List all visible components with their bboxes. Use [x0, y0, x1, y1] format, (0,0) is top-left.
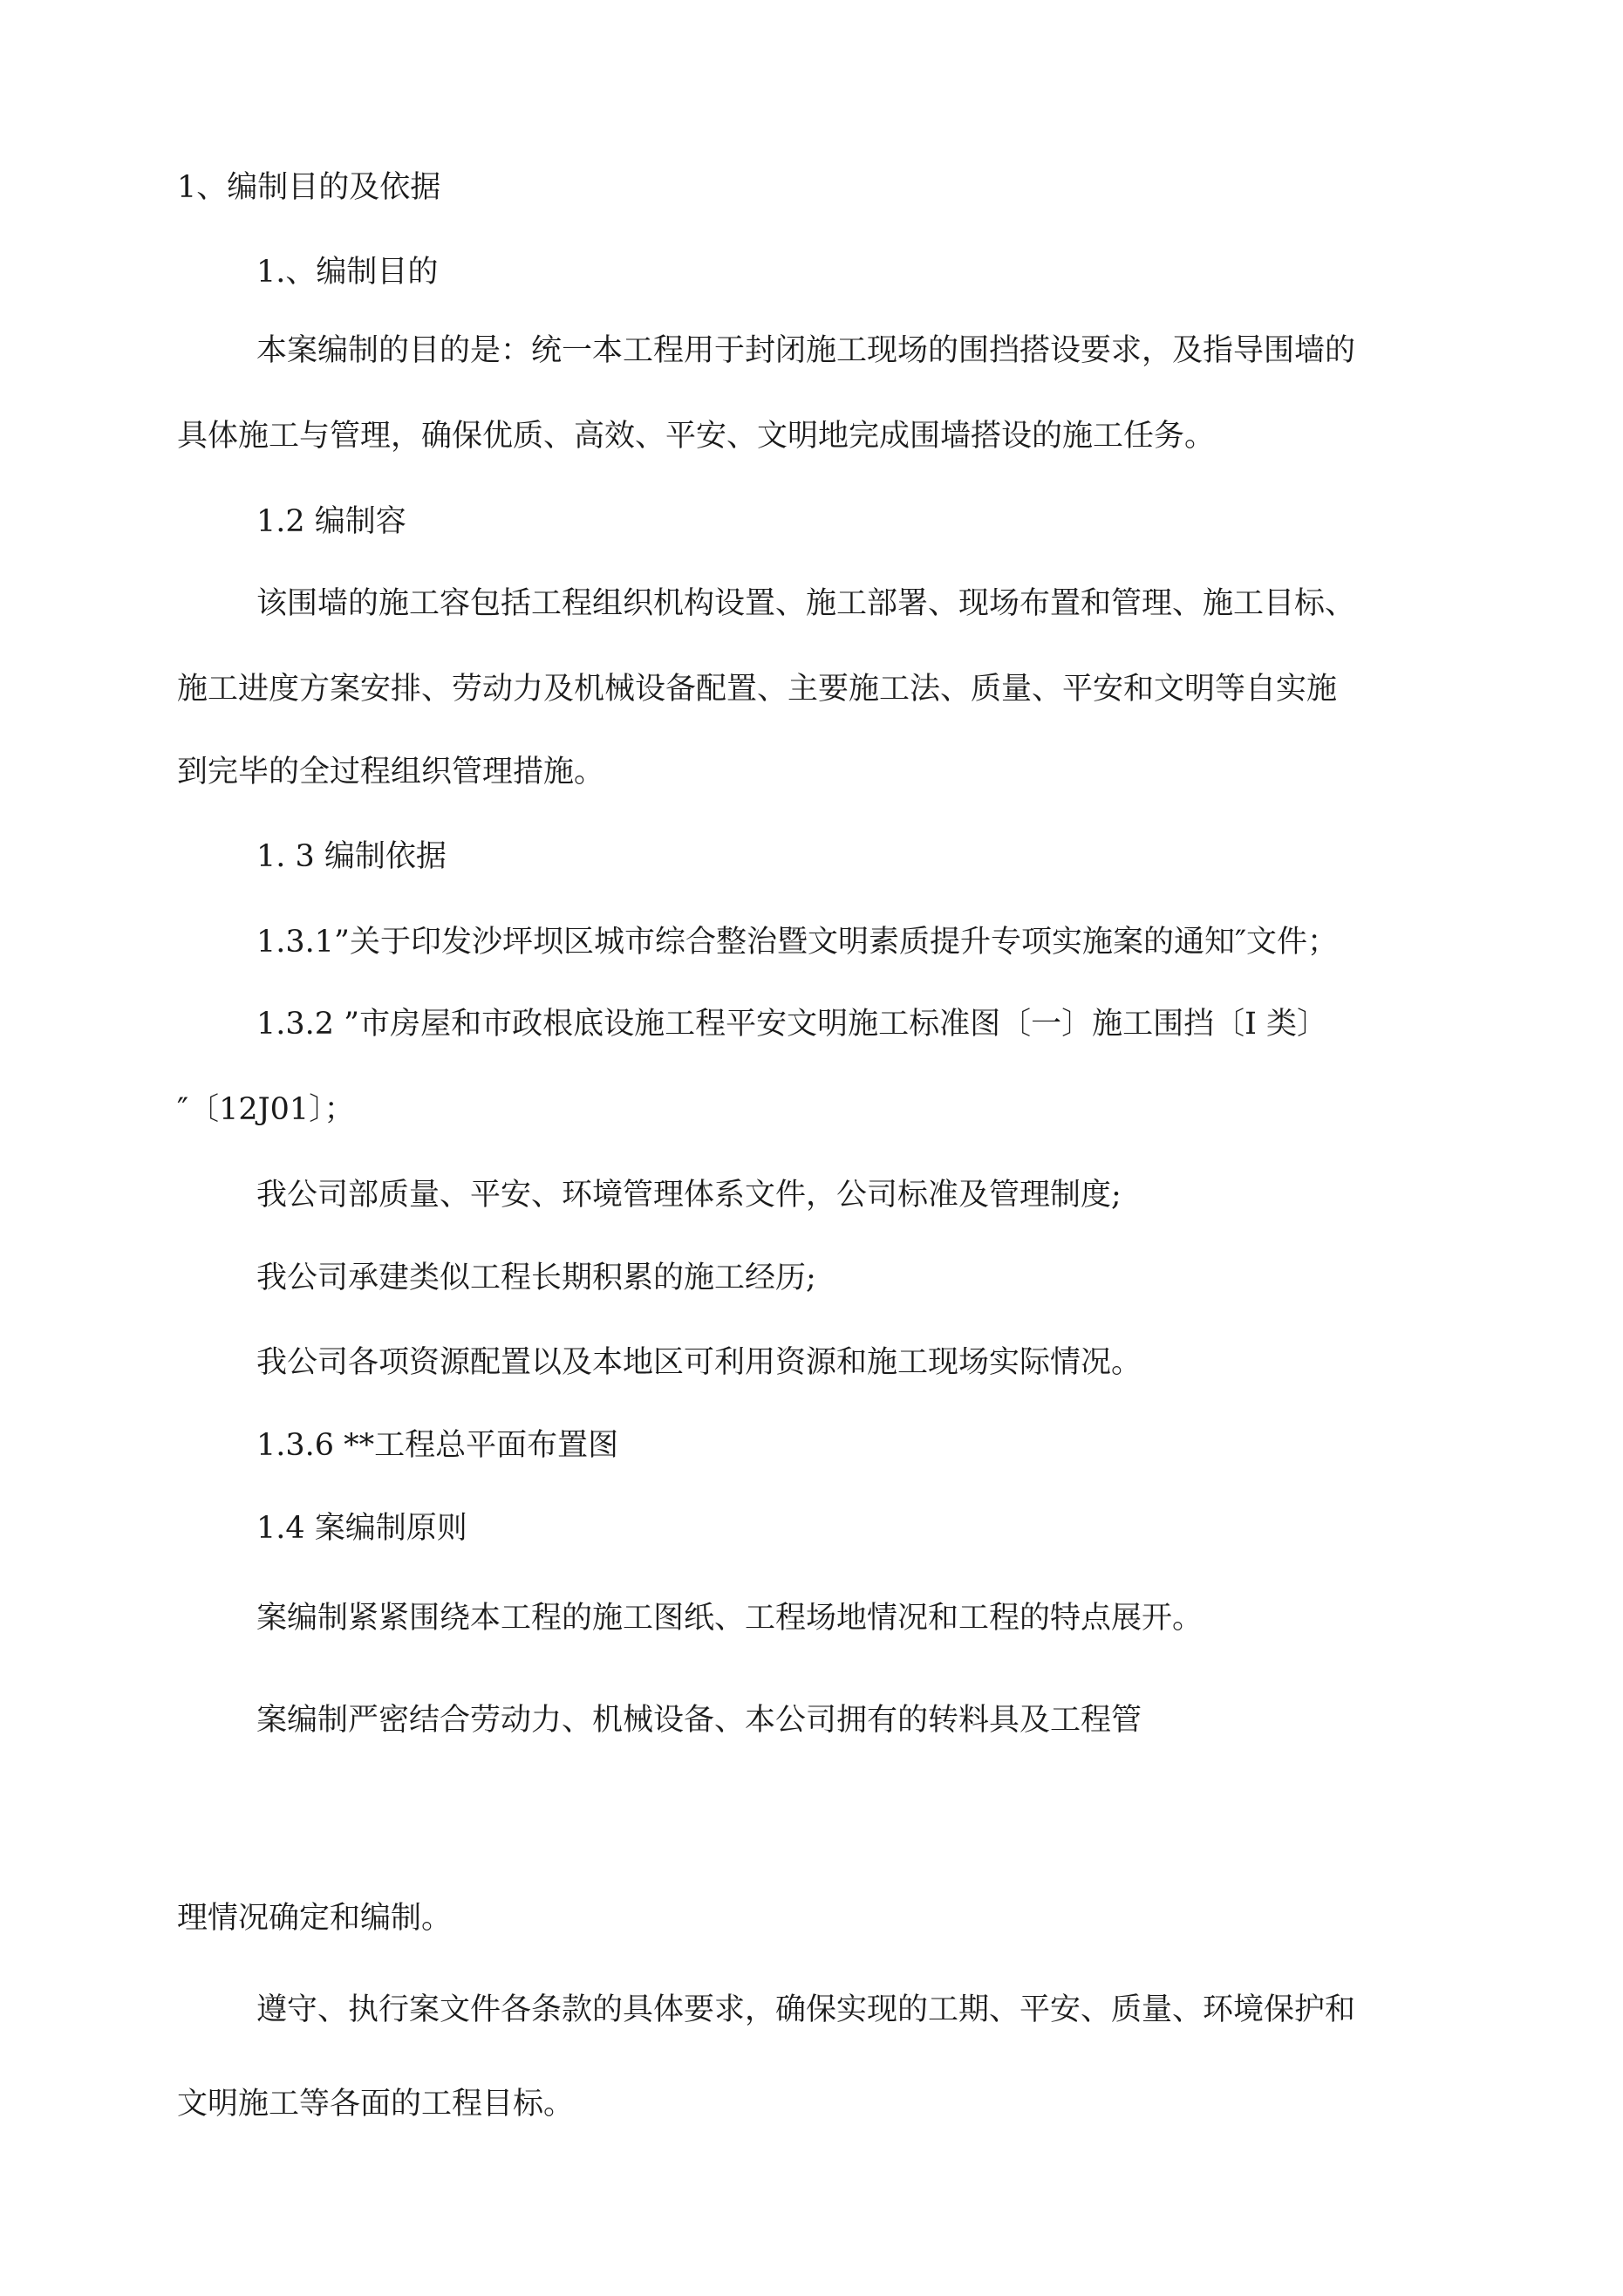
paragraph-line: 具体施工与管理，确保优质、高效、平安、文明地完成围墙搭设的施工任务。	[177, 419, 1216, 454]
reference-item: 我公司部质量、平安、环境管理体系文件，公司标准及管理制度;	[256, 1178, 1122, 1213]
paragraph-line: 本案编制的目的是：统一本工程用于封闭施工现场的围挡搭设要求，及指导围墙的	[256, 333, 1356, 368]
reference-item: 1.3.2 ”市房屋和市政根底设施工程平安文明施工标准图〔一〕施工围挡〔I 类〕	[256, 1007, 1328, 1042]
paragraph-line: 案编制紧紧围绕本工程的施工图纸、工程场地情况和工程的特点展开。	[256, 1601, 1204, 1636]
subsection-heading: 1.、编制目的	[256, 255, 439, 290]
paragraph-line: 理情况确定和编制。	[177, 1901, 453, 1936]
paragraph-line: 案编制严密结合劳动力、机械设备、本公司拥有的转料具及工程管	[256, 1703, 1142, 1738]
reference-item: 我公司承建类似工程长期积累的施工经历;	[256, 1261, 816, 1295]
paragraph-line: 遵守、执行案文件各条款的具体要求，确保实现的工期、平安、质量、环境保护和	[256, 1992, 1356, 2027]
reference-item: 1.3.6 **工程总平面布置图	[256, 1428, 619, 1463]
section-heading: 1、编制目的及依据	[177, 170, 441, 205]
reference-item: ″〔12J01〕；	[177, 1092, 355, 1127]
subsection-heading: 1. 3 编制依据	[256, 839, 447, 874]
paragraph-line: 到完毕的全过程组织管理措施。	[177, 755, 605, 789]
paragraph-line: 该围墙的施工容包括工程组织机构设置、施工部署、现场布置和管理、施工目标、	[256, 586, 1356, 621]
paragraph-line: 施工进度方案安排、劳动力及机械设备配置、主要施工法、质量、平安和文明等自实施	[177, 672, 1338, 707]
paragraph-line: 文明施工等各面的工程目标。	[177, 2087, 575, 2122]
subsection-heading: 1.2 编制容	[256, 504, 406, 539]
reference-item: 我公司各项资源配置以及本地区可利用资源和施工现场实际情况。	[256, 1345, 1142, 1380]
subsection-heading: 1.4 案编制原则	[256, 1511, 467, 1546]
reference-item: 1.3.1”关于印发沙坪坝区城市综合整治暨文明素质提升专项实施案的通知″文件；	[256, 925, 1339, 960]
